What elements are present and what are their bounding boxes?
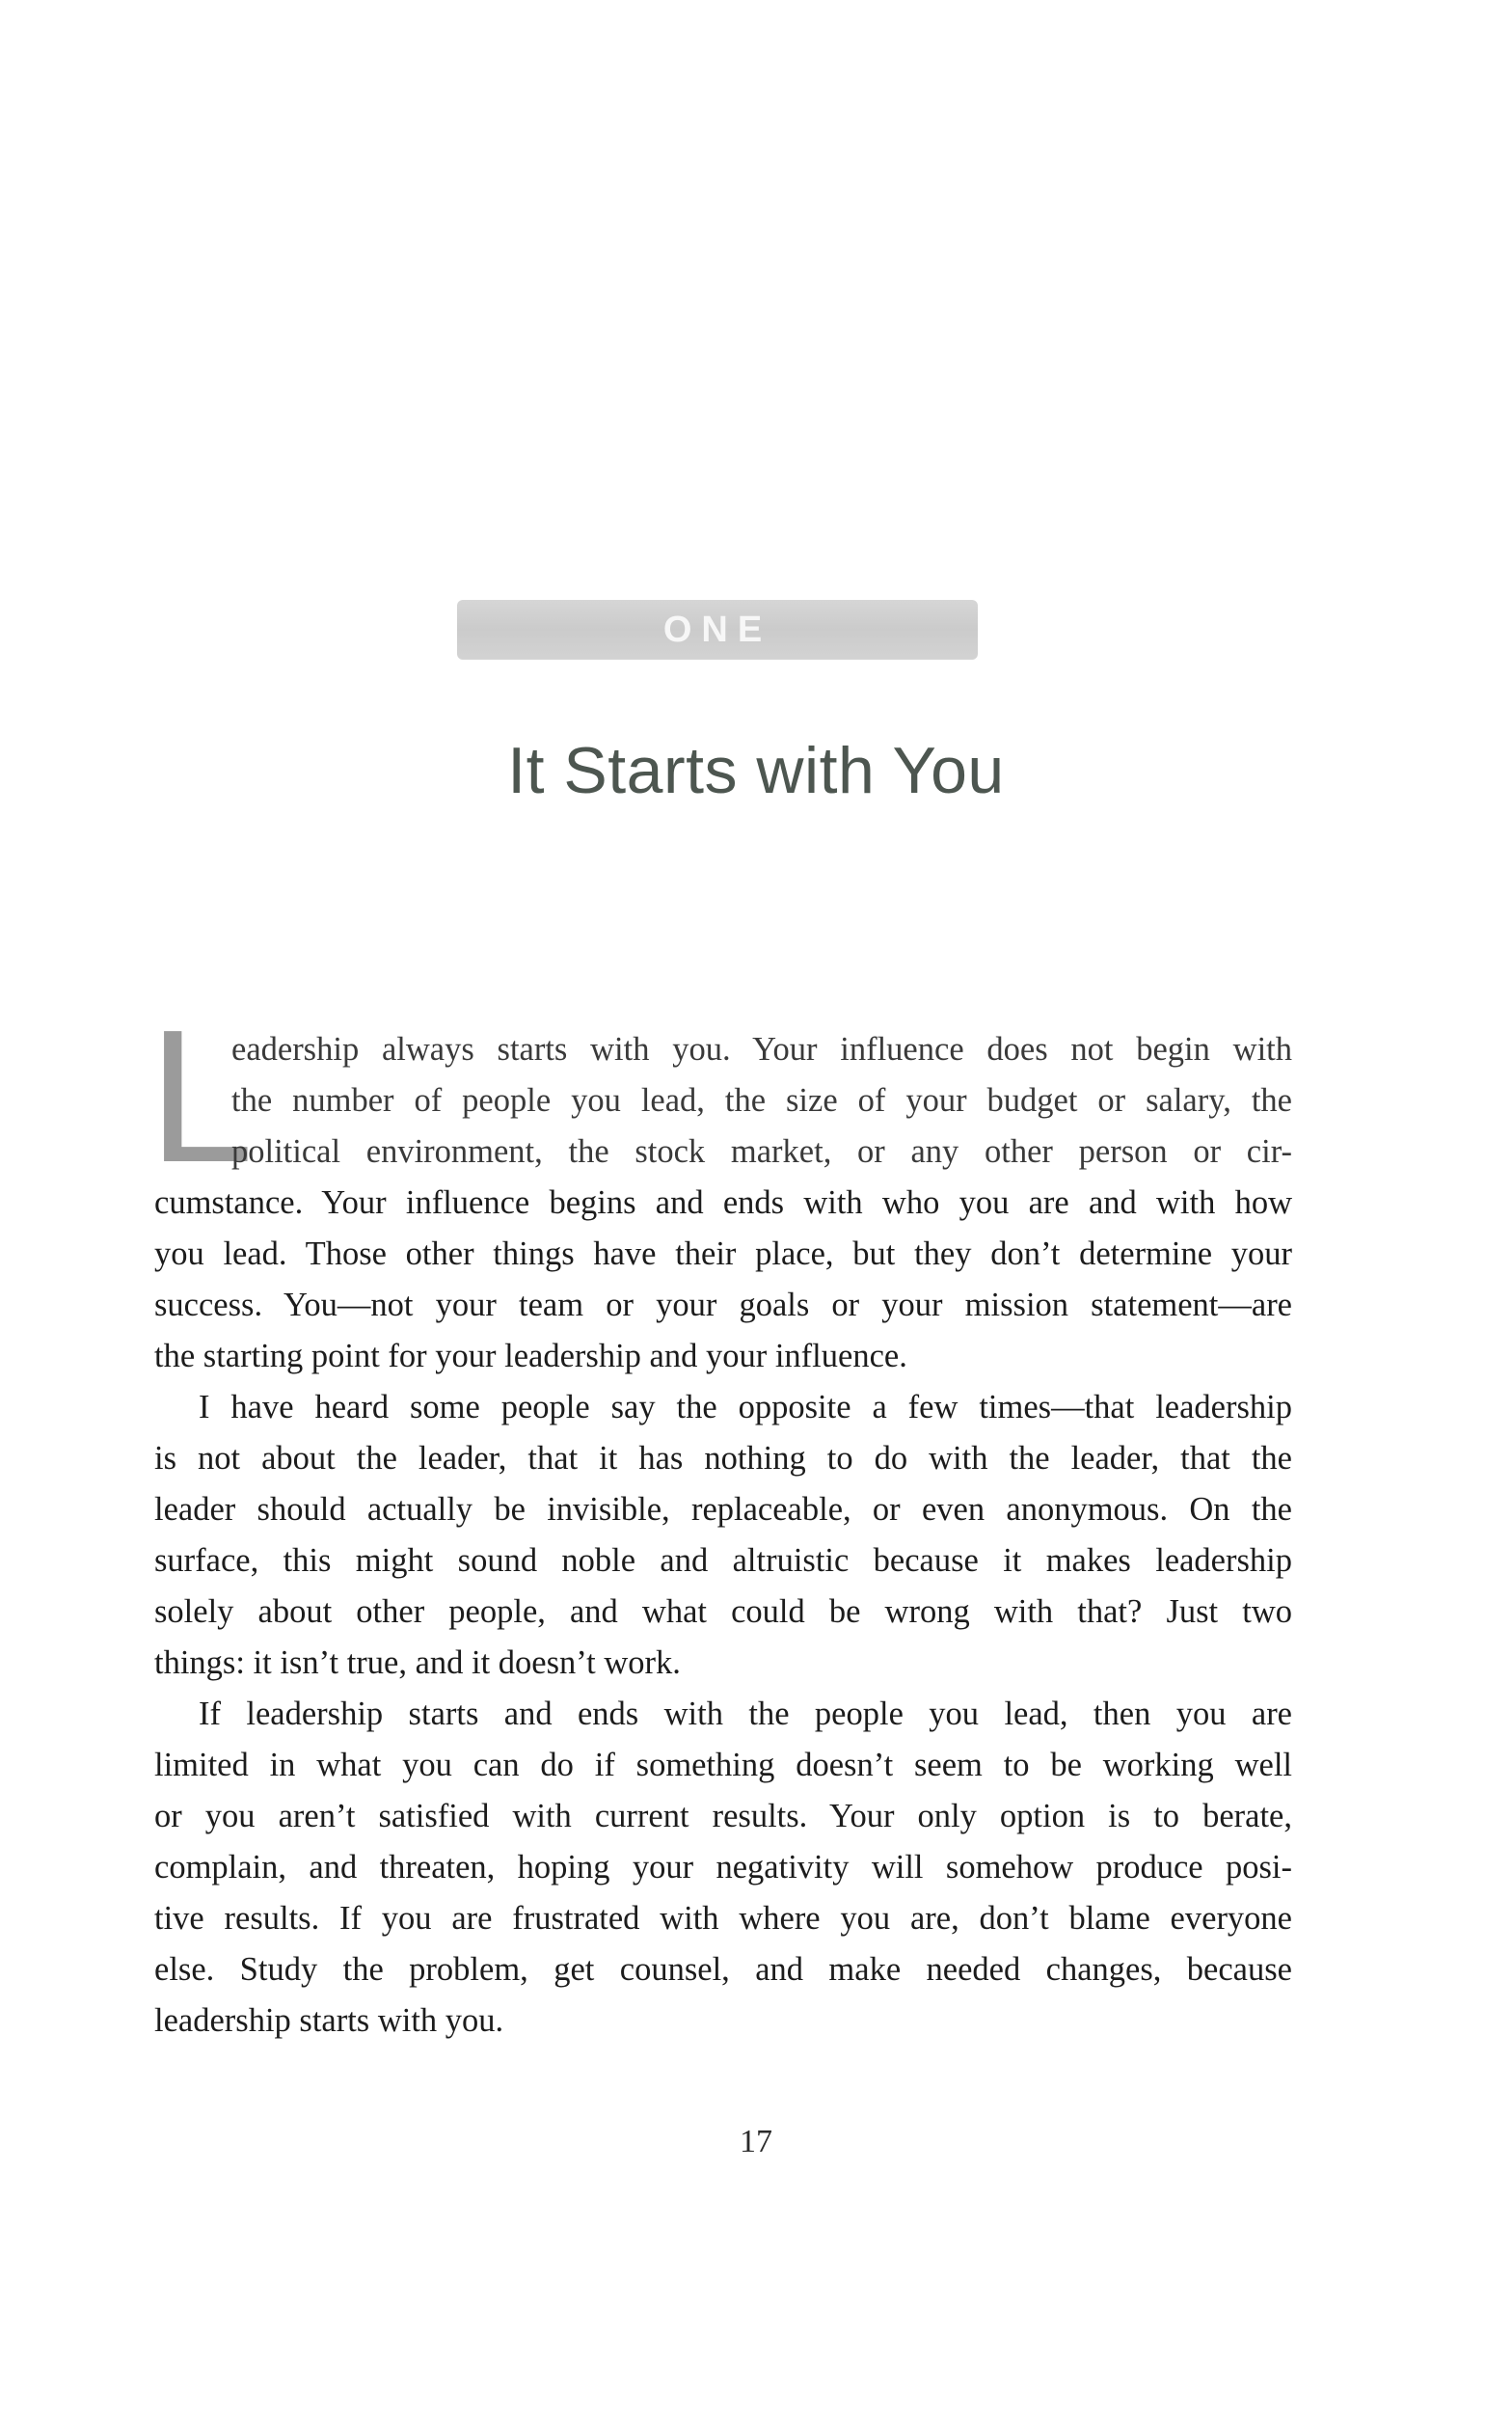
paragraph-3-line-6: else. Study the problem, get counsel, and make needed changes, because (154, 1951, 1292, 1988)
paragraph-1-line-1: eadership always starts with you. Your influence does not begin with (231, 1031, 1292, 1068)
paragraph-1-line-2: the number of people you lead, the size of your budget or salary, the (231, 1082, 1292, 1119)
paragraph-2-line-6: things: it isn’t true, and it doesn’t work. (154, 1644, 681, 1681)
drop-cap-letter: L (148, 990, 255, 1202)
paragraph-2-line-1: I have heard some people say the opposite a few times—that leadership (199, 1389, 1292, 1425)
paragraph-2 (154, 1382, 1292, 1689)
paragraph-1-line-4: cumstance. Your influence begins and ends with who you are and with how (154, 1184, 1292, 1221)
paragraph-1-line-3: political environment, the stock market, or any other person or cir- (231, 1133, 1292, 1170)
paragraph-1-continued (154, 1178, 1292, 1382)
paragraph-3-line-5: tive results. If you are frustrated with where you are, don’t blame everyone (154, 1900, 1292, 1937)
paragraph-2-line-4: surface, this might sound noble and altruistic because it makes leadership (154, 1542, 1292, 1579)
paragraph-3-line-7: leadership starts with you. (154, 2002, 504, 2039)
paragraph-1-line-7: the starting point for your leadership and your influence. (154, 1338, 907, 1374)
paragraph-3 (154, 1689, 1292, 2047)
page-number: 17 (740, 2124, 772, 2159)
body-text (154, 1178, 1292, 2047)
drop-cap-container (148, 990, 255, 1202)
chapter-number-banner (457, 600, 978, 660)
paragraph-2-line-5: solely about other people, and what could be wrong with that? Just two (154, 1593, 1292, 1630)
paragraph-3-line-2: limited in what you can do if something doesn’t seem to be working well (154, 1747, 1292, 1783)
paragraph-3-line-3: or you aren’t satisfied with current results. Your only option is to berate, (154, 1798, 1292, 1834)
paragraph-1-opening-lines (231, 1024, 1292, 1178)
paragraph-3-line-1: If leadership starts and ends with the people you lead, then you are (199, 1696, 1292, 1732)
chapter-title: It Starts with You (507, 734, 1005, 807)
paragraph-1-line-5: you lead. Those other things have their place, but they don’t determine your (154, 1235, 1292, 1272)
paragraph-3-line-4: complain, and threaten, hoping your negativity will somehow produce posi- (154, 1849, 1292, 1886)
paragraph-1-line-6: success. You—not your team or your goals or your mission statement—are (154, 1287, 1292, 1323)
paragraph-2-line-3: leader should actually be invisible, replaceable, or even anonymous. On the (154, 1491, 1292, 1528)
paragraph-2-line-2: is not about the leader, that it has nothing to do with the leader, that the (154, 1440, 1292, 1477)
chapter-number-label: ONE (662, 609, 772, 650)
